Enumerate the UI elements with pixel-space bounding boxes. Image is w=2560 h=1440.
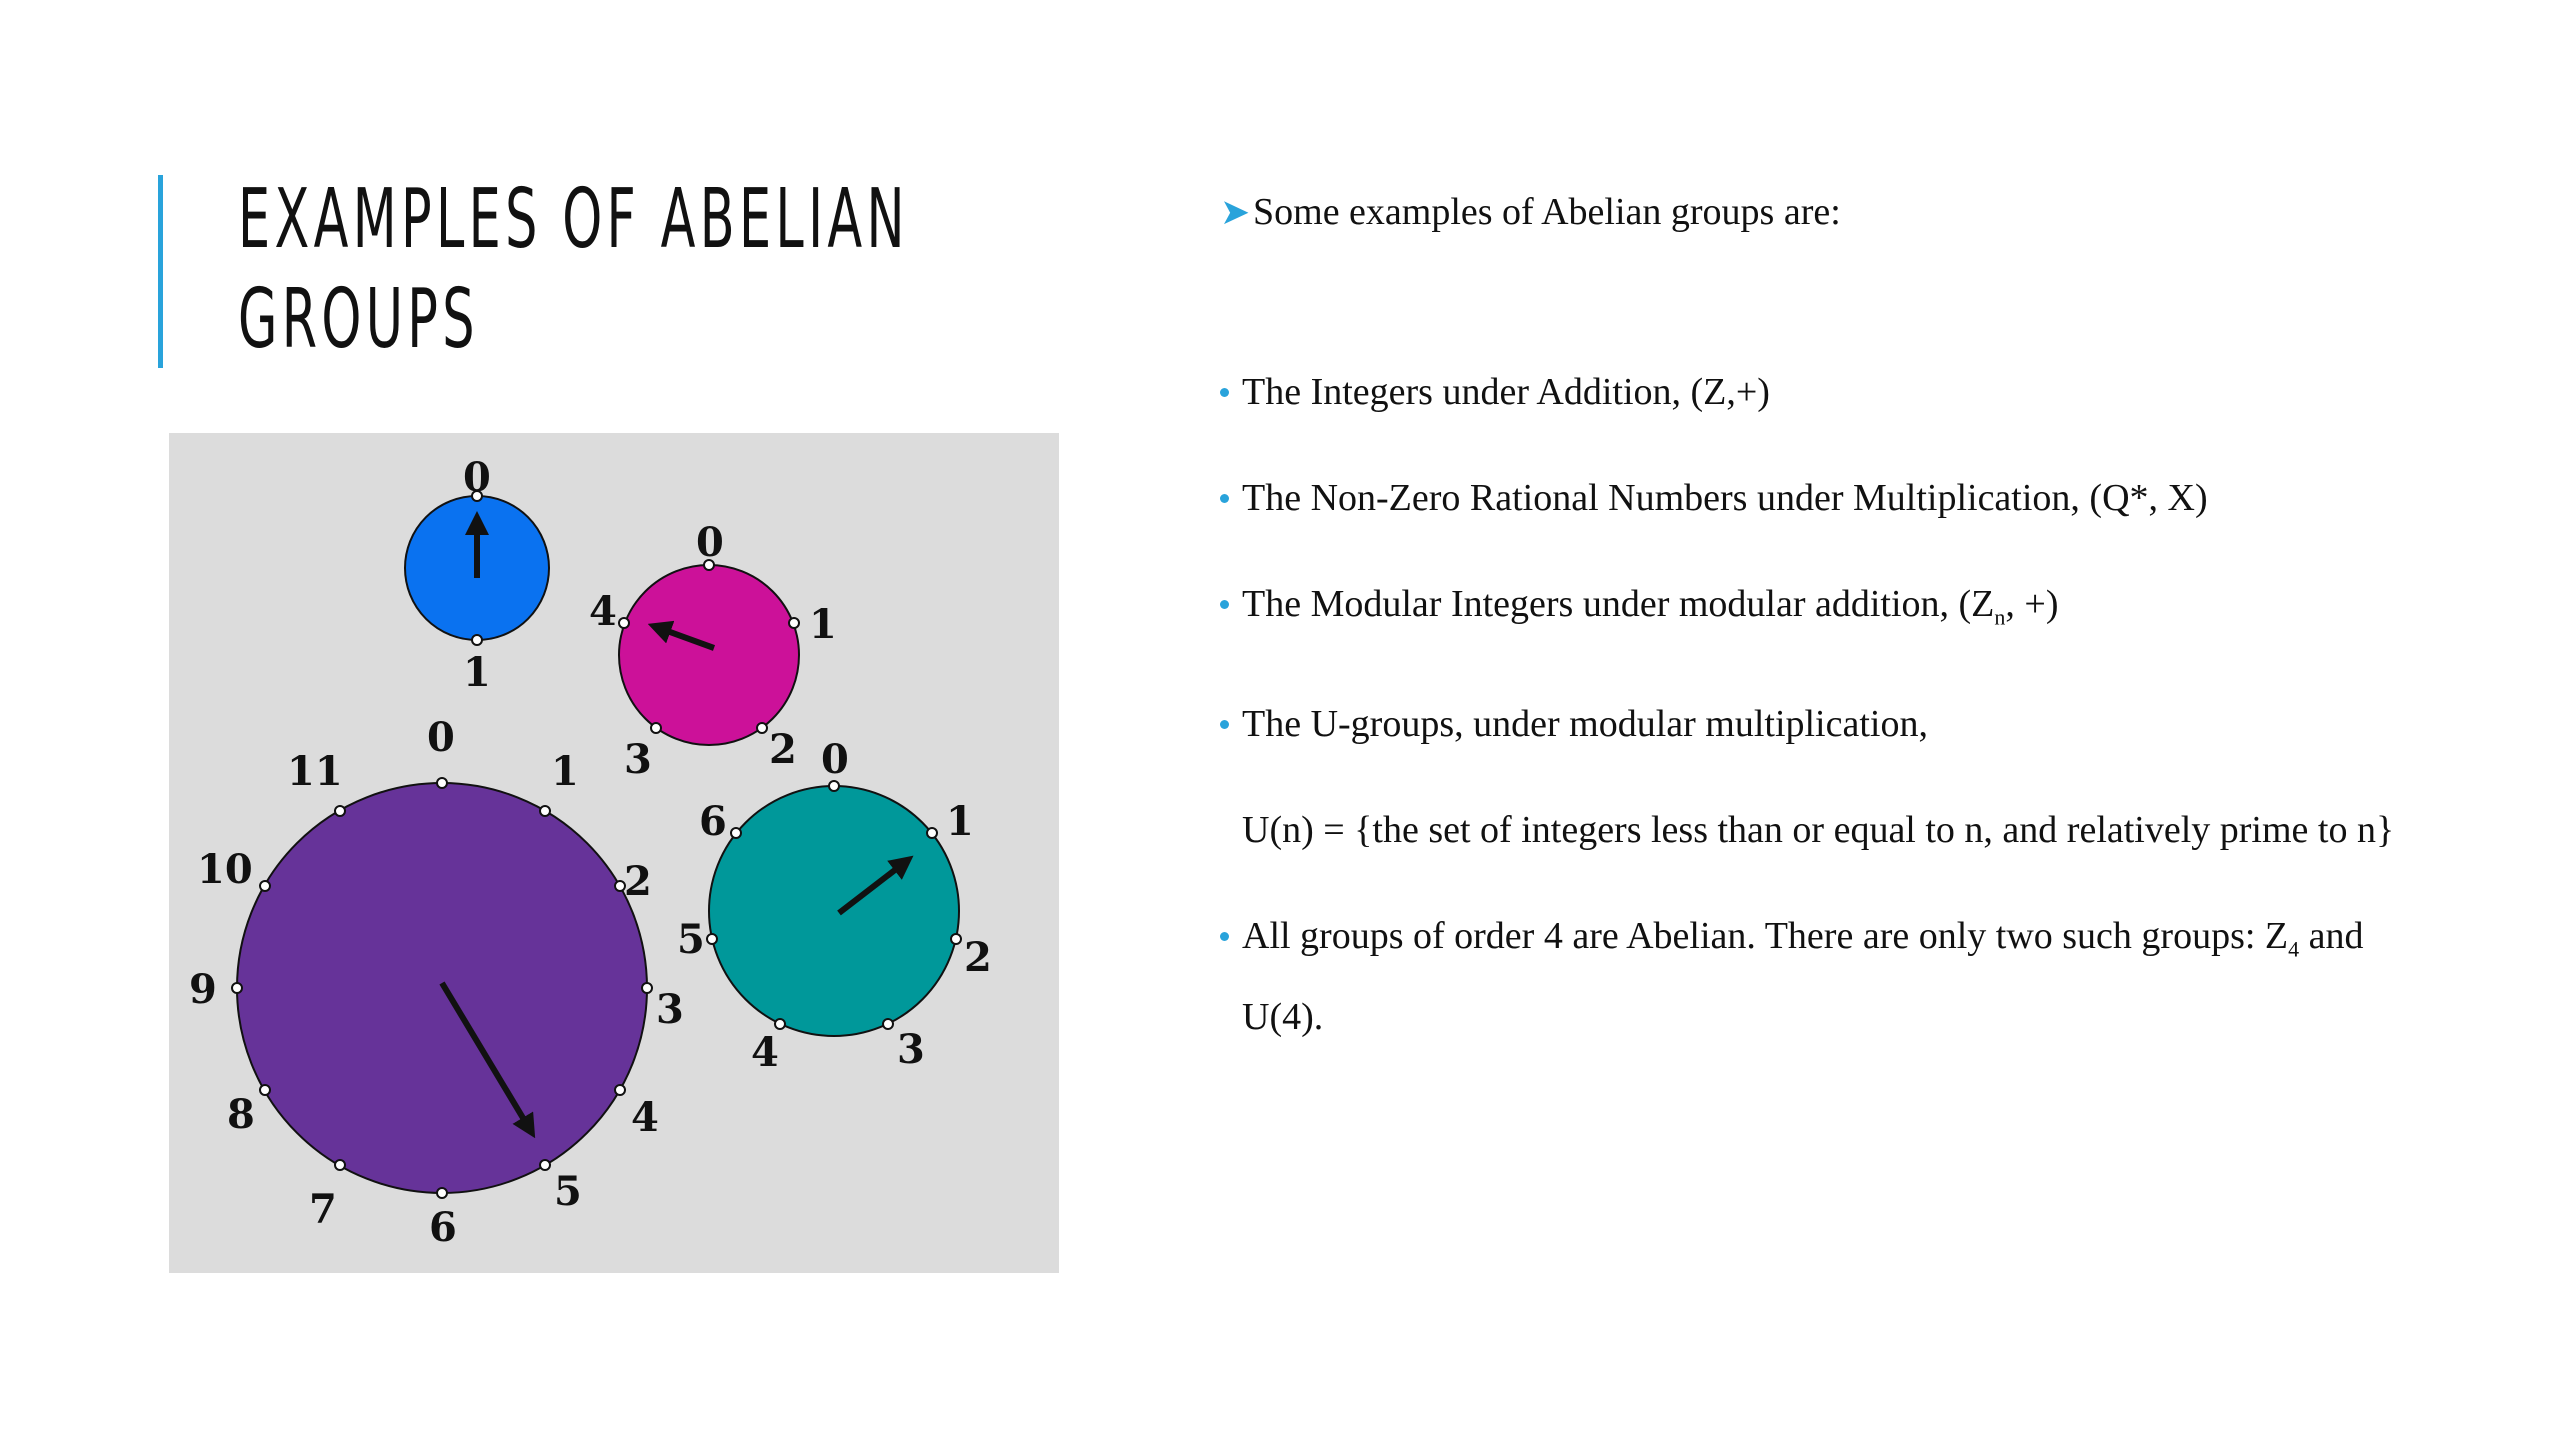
list-item-text: The U-groups, under modular multiplication, [1242, 702, 1928, 745]
teal-clock-label-6: 6 [699, 798, 727, 845]
abelian-order-4-list [1220, 902, 2400, 1052]
purple-clock-label-2: 2 [624, 858, 652, 905]
list-item-text: and U(4). [1242, 914, 2364, 1039]
teal-clock-label-4: 4 [751, 1029, 779, 1076]
bullet-dot-icon [1220, 600, 1229, 609]
abelian-examples-list [1220, 358, 2400, 758]
purple-clock-label-4: 4 [631, 1094, 659, 1141]
intro-text: Some examples of Abelian groups are: [1253, 191, 1841, 233]
purple-clock-label-0: 0 [427, 714, 455, 761]
teal-clock-label-0: 0 [821, 736, 849, 783]
list-item-text: All groups of order 4 are Abelian. There are only two such groups: Z [1242, 914, 2289, 957]
purple-clock-label-1: 1 [551, 748, 579, 795]
purple-clock-label-5: 5 [554, 1168, 582, 1215]
list-item [1220, 690, 2400, 758]
bullet-dot-icon [1220, 720, 1229, 729]
teal-clock-label-1: 1 [946, 798, 974, 845]
title-line-1: EXAMPLES OF ABELIAN [238, 172, 909, 267]
list-item-text: The Modular Integers under modular addition, (Z [1242, 583, 1995, 625]
purple-clock-label-7: 7 [309, 1186, 337, 1233]
clock-groups-svg [169, 433, 1059, 1273]
purple-clock-label-9: 9 [189, 966, 217, 1013]
list-item-text: The Non-Zero Rational Numbers under Multiplication, (Q*, X) [1242, 477, 2208, 519]
arrow-bullet-icon: ➤ [1220, 192, 1251, 232]
teal-clock-label-2: 2 [964, 934, 992, 981]
bullet-dot-icon [1220, 494, 1229, 503]
subscript: n [1994, 604, 2006, 630]
purple-clock-label-11: 11 [287, 748, 343, 795]
clock-groups-illustration [169, 433, 1059, 1273]
bullet-dot-icon [1220, 388, 1229, 397]
intro-paragraph [1220, 178, 2400, 246]
teal-clock-label-3: 3 [897, 1026, 925, 1073]
magenta-clock-label-0: 0 [696, 519, 724, 566]
purple-clock [189, 714, 684, 1251]
blue-clock-label-0: 0 [463, 454, 491, 501]
slide-title [238, 170, 1137, 370]
u-group-definition: U(n) = {the set of integers less than or equal to n, and relatively prime to n} [1242, 808, 2395, 851]
magenta-clock-label-2: 2 [769, 726, 797, 773]
list-item [1220, 902, 2400, 1052]
teal-clock [677, 736, 992, 1076]
purple-clock-label-3: 3 [656, 986, 684, 1033]
magenta-clock-label-1: 1 [809, 601, 837, 648]
blue-clock [405, 454, 549, 696]
list-item [1220, 464, 2400, 532]
list-item [1220, 358, 2400, 426]
purple-clock-label-8: 8 [227, 1091, 255, 1138]
purple-clock-label-10: 10 [197, 846, 253, 893]
title-line-2: GROUPS [238, 272, 479, 367]
blue-clock-label-1: 1 [463, 649, 491, 696]
purple-clock-label-6: 6 [429, 1204, 457, 1251]
bullet-dot-icon [1220, 932, 1229, 941]
subscript: 4 [2288, 936, 2300, 962]
magenta-clock [589, 519, 837, 783]
title-accent-bar [158, 175, 163, 368]
magenta-clock-label-3: 3 [624, 736, 652, 783]
teal-clock-label-5: 5 [677, 916, 705, 963]
list-item [1220, 570, 2400, 652]
list-item-text: , +) [2005, 583, 2059, 625]
list-item-text: The Integers under Addition, (Z,+) [1242, 371, 1770, 413]
magenta-clock-label-4: 4 [589, 588, 617, 635]
content-body [1220, 178, 2400, 1089]
